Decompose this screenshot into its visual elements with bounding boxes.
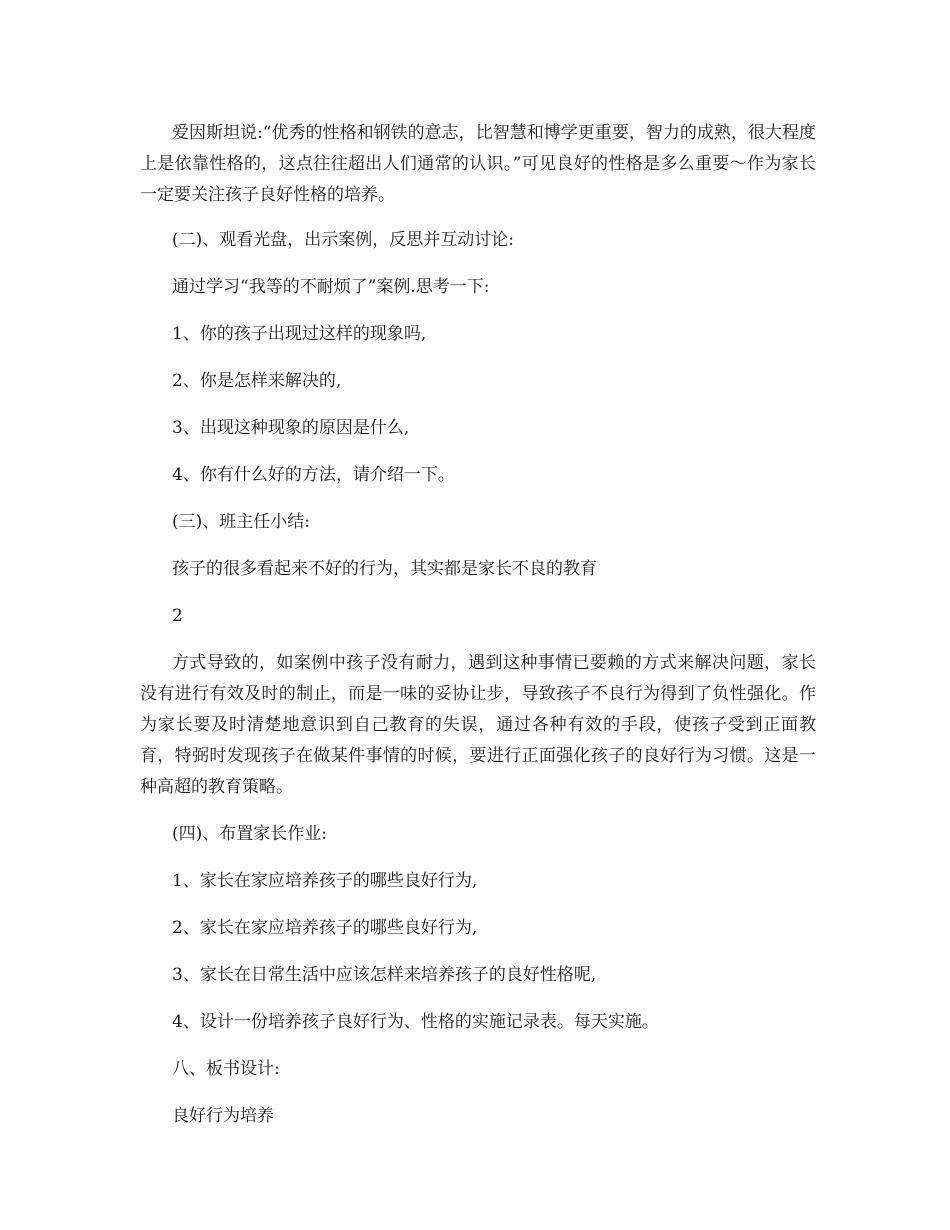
homework-item-2: 2、家长在家应培养孩子的哪些良好行为, bbox=[172, 918, 478, 938]
document-body bbox=[140, 118, 816, 1148]
case-study-prompt: 通过学习“我等的不耐烦了”案例.思考一下: bbox=[172, 277, 490, 297]
homework-item-4: 4、设计一份培养孩子良好行为、性格的实施记录表。每天实施。 bbox=[172, 1012, 659, 1032]
section-heading-four: (四)、布置家长作业: bbox=[172, 824, 327, 844]
section-heading-eight: 八、板书设计: bbox=[172, 1059, 280, 1079]
paragraph-einstein-quote: 爱因斯坦说:“优秀的性格和钢铁的意志，比智慧和博学更重要，智力的成熟，很大程度上是依靠性格的，这点往往超出人们通常的认识。”可见良好的性格是多么重要～作为家长一定要关注孩子良好性格的培养。 bbox=[140, 123, 816, 205]
board-design-title: 良好行为培养 bbox=[172, 1106, 274, 1126]
paragraph-summary-body: 方式导致的，如案例中孩子没有耐力，遇到这种事情已要赖的方式来解决问题，家长没有进行有效及时的制止，而是一味的妥协让步，导致孩子不良行为得到了负性强化。作为家长要及时清楚地意识到自己教育的失误，通过各种有效的手段，使孩子受到正面教育，特弼时发现孩子在做某件事情的时候，要进行正面强化孩子的良好行为习惯。这是一种高超的教育策略。 bbox=[140, 653, 816, 797]
homework-item-3: 3、家长在日常生活中应该怎样来培养孩子的良好性格呢, bbox=[172, 965, 597, 985]
summary-intro: 孩子的很多看起来不好的行为，其实都是家长不良的教育 bbox=[172, 559, 597, 579]
page-number: 2 bbox=[172, 606, 183, 626]
section-heading-two: (二)、观看光盘，出示案例，反思并互动讨论: bbox=[172, 230, 514, 250]
question-item-2: 2、你是怎样来解决的, bbox=[172, 371, 342, 391]
question-item-3: 3、出现这种现象的原因是什么, bbox=[172, 418, 410, 438]
question-item-4: 4、你有什么好的方法，请介绍一下。 bbox=[172, 465, 455, 485]
question-item-1: 1、你的孩子出现过这样的现象吗, bbox=[172, 324, 427, 344]
homework-item-1: 1、家长在家应培养孩子的哪些良好行为, bbox=[172, 871, 478, 891]
section-heading-three: (三)、班主任小结: bbox=[172, 512, 310, 532]
